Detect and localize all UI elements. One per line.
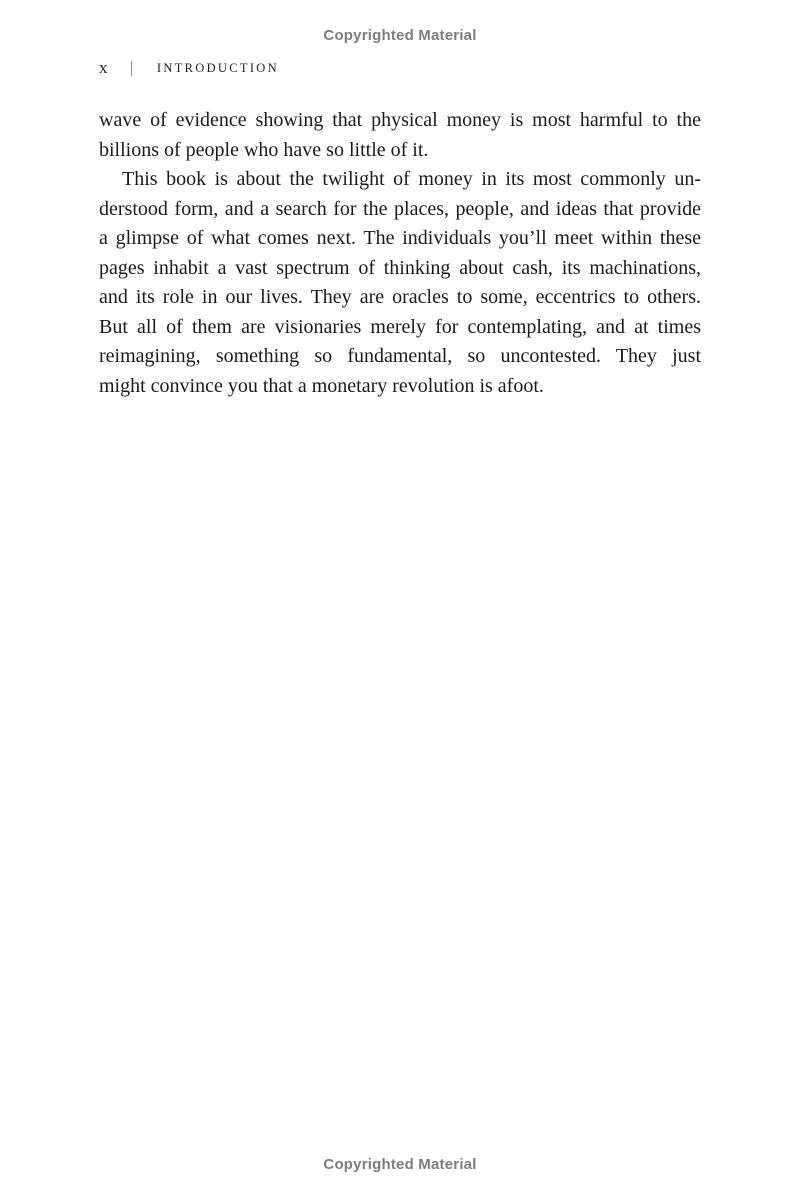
body-line: reimagining, something so fundamental, so uncontested. They just [99,345,701,367]
header-divider: | [130,58,133,77]
body-line: billions of people who have so little of it. [99,138,429,161]
copyright-notice-bottom: Copyrighted Material [323,1156,477,1173]
running-head [99,58,279,78]
body-line: derstood form, and a search for the places, people, and ideas that provide [99,197,701,220]
body-line: pages inhabit a vast spectrum of thinking about cash, its machinations, [99,256,701,279]
chapter-title: INTRODUCTION [156,60,279,75]
page-number: x [99,58,108,77]
body-line: might convince you that a monetary revolution is afoot. [99,374,544,397]
body-line: But all of them are visionaries merely for contemplating, and at times [99,315,701,338]
body-line: This book is about the twilight of money in its most commonly un- [122,168,701,190]
copyright-notice-top: Copyrighted Material [323,27,477,44]
body-line: and its role in our lives. They are oracles to some, eccentrics to others. [99,286,701,308]
body-text [99,106,701,401]
body-line: a glimpse of what comes next. The individuals you’ll meet within these [99,227,701,249]
body-line: wave of evidence showing that physical money is most harmful to the [99,109,701,131]
